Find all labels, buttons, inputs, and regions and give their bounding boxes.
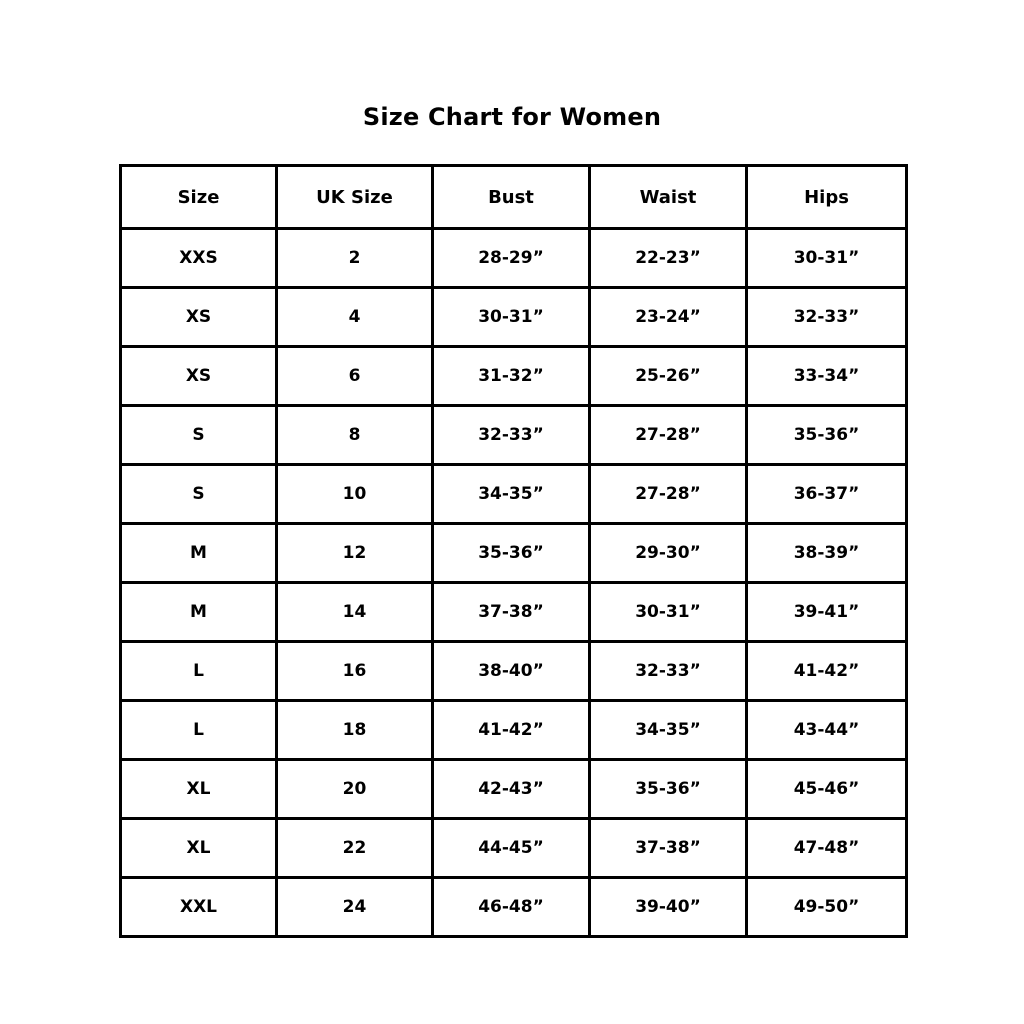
table-row: [121, 229, 907, 288]
cell-waist: 37-38”: [590, 819, 747, 878]
column-header-hips: Hips: [747, 166, 907, 229]
cell-waist: 34-35”: [590, 701, 747, 760]
cell-uk-size: 14: [277, 583, 433, 642]
cell-waist: 22-23”: [590, 229, 747, 288]
cell-bust: 28-29”: [433, 229, 590, 288]
cell-hips: 32-33”: [747, 288, 907, 347]
cell-size: S: [121, 406, 277, 465]
cell-hips: 49-50”: [747, 878, 907, 937]
cell-hips: 43-44”: [747, 701, 907, 760]
table-row: [121, 524, 907, 583]
cell-hips: 30-31”: [747, 229, 907, 288]
cell-uk-size: 16: [277, 642, 433, 701]
cell-size: L: [121, 701, 277, 760]
cell-size: XS: [121, 288, 277, 347]
cell-bust: 34-35”: [433, 465, 590, 524]
cell-size: M: [121, 524, 277, 583]
column-header-waist: Waist: [590, 166, 747, 229]
page-title: Size Chart for Women: [362, 103, 662, 131]
cell-waist: 25-26”: [590, 347, 747, 406]
cell-uk-size: 4: [277, 288, 433, 347]
cell-hips: 35-36”: [747, 406, 907, 465]
cell-size: XXS: [121, 229, 277, 288]
table-row: [121, 465, 907, 524]
table-row: [121, 406, 907, 465]
cell-bust: 31-32”: [433, 347, 590, 406]
size-chart-table: [119, 164, 908, 938]
table-row: [121, 819, 907, 878]
cell-hips: 41-42”: [747, 642, 907, 701]
cell-uk-size: 6: [277, 347, 433, 406]
cell-uk-size: 10: [277, 465, 433, 524]
cell-bust: 42-43”: [433, 760, 590, 819]
cell-uk-size: 22: [277, 819, 433, 878]
column-header-uk-size: UK Size: [277, 166, 433, 229]
cell-bust: 46-48”: [433, 878, 590, 937]
cell-hips: 39-41”: [747, 583, 907, 642]
cell-size: L: [121, 642, 277, 701]
cell-bust: 35-36”: [433, 524, 590, 583]
cell-hips: 45-46”: [747, 760, 907, 819]
cell-waist: 32-33”: [590, 642, 747, 701]
table-row: [121, 347, 907, 406]
cell-uk-size: 12: [277, 524, 433, 583]
table-header-row: [121, 166, 907, 229]
cell-size: XS: [121, 347, 277, 406]
cell-waist: 29-30”: [590, 524, 747, 583]
column-header-size: Size: [121, 166, 277, 229]
cell-waist: 39-40”: [590, 878, 747, 937]
cell-waist: 27-28”: [590, 465, 747, 524]
cell-size: S: [121, 465, 277, 524]
table-row: [121, 583, 907, 642]
cell-hips: 38-39”: [747, 524, 907, 583]
cell-uk-size: 20: [277, 760, 433, 819]
size-chart-table-wrap: [119, 164, 905, 938]
cell-bust: 44-45”: [433, 819, 590, 878]
table-row: [121, 878, 907, 937]
cell-size: M: [121, 583, 277, 642]
cell-bust: 32-33”: [433, 406, 590, 465]
cell-hips: 33-34”: [747, 347, 907, 406]
cell-waist: 30-31”: [590, 583, 747, 642]
cell-bust: 30-31”: [433, 288, 590, 347]
cell-size: XL: [121, 760, 277, 819]
cell-waist: 23-24”: [590, 288, 747, 347]
cell-waist: 35-36”: [590, 760, 747, 819]
cell-bust: 38-40”: [433, 642, 590, 701]
cell-bust: 37-38”: [433, 583, 590, 642]
cell-uk-size: 18: [277, 701, 433, 760]
cell-uk-size: 2: [277, 229, 433, 288]
cell-hips: 47-48”: [747, 819, 907, 878]
cell-hips: 36-37”: [747, 465, 907, 524]
table-row: [121, 760, 907, 819]
cell-size: XL: [121, 819, 277, 878]
table-row: [121, 701, 907, 760]
cell-bust: 41-42”: [433, 701, 590, 760]
cell-size: XXL: [121, 878, 277, 937]
table-row: [121, 288, 907, 347]
cell-waist: 27-28”: [590, 406, 747, 465]
cell-uk-size: 24: [277, 878, 433, 937]
table-row: [121, 642, 907, 701]
column-header-bust: Bust: [433, 166, 590, 229]
cell-uk-size: 8: [277, 406, 433, 465]
